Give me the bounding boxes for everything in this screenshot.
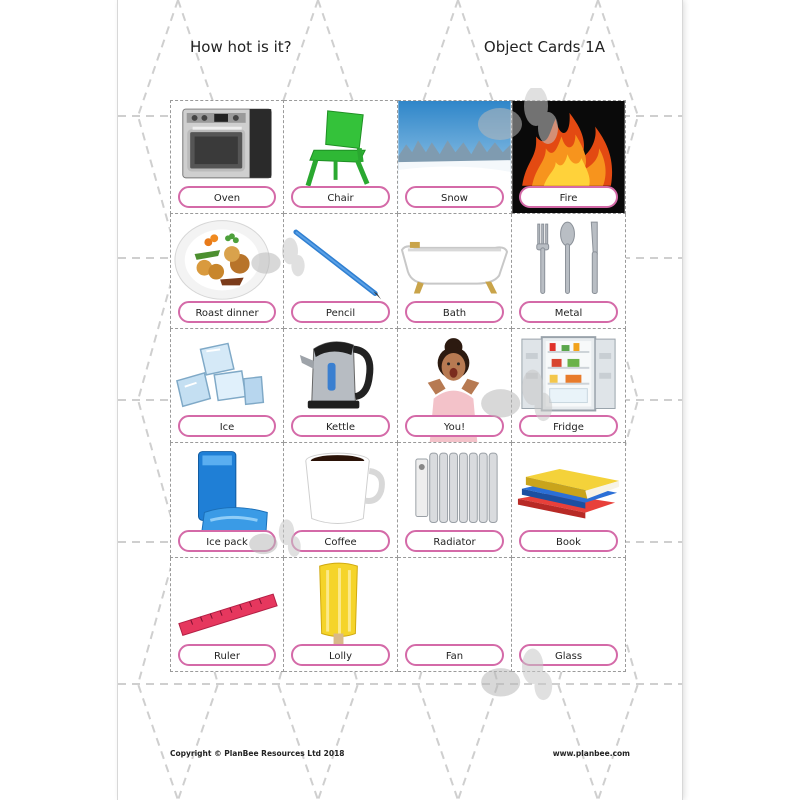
card-label: Snow — [405, 186, 504, 208]
card-metal — [512, 214, 626, 328]
card-book — [512, 443, 626, 557]
card-bath — [398, 214, 512, 328]
card-label: Oven — [178, 186, 276, 208]
bee-watermark-icon — [474, 368, 554, 428]
bee-watermark-icon — [244, 518, 302, 562]
card-label: Ice — [178, 415, 276, 437]
bee-watermark-icon — [474, 646, 554, 708]
card-label: Book — [519, 530, 618, 552]
card-label: Roast dinner — [178, 301, 276, 323]
card-radiator — [398, 443, 512, 557]
card-label: Kettle — [291, 415, 390, 437]
card-label: Glass — [519, 644, 618, 666]
card-kettle — [284, 329, 398, 443]
page-title: How hot is it? — [190, 38, 292, 56]
website-link[interactable]: www.planbee.com — [552, 749, 630, 758]
object-cards-grid — [170, 100, 626, 672]
card-label: Fan — [405, 644, 504, 666]
card-label: Ruler — [178, 644, 276, 666]
card-label: Lolly — [291, 644, 390, 666]
card-chair — [284, 100, 398, 214]
page-subtitle: Object Cards 1A — [483, 38, 605, 56]
card-lolly — [284, 558, 398, 672]
copyright-text: Copyright © PlanBee Resources Ltd 2018 — [170, 749, 345, 758]
card-ruler — [170, 558, 284, 672]
bee-watermark-icon — [470, 88, 560, 148]
card-label: Ice pack — [178, 530, 276, 552]
card-oven — [170, 100, 284, 214]
card-ice — [170, 329, 284, 443]
card-label: Coffee — [291, 530, 390, 552]
card-label: Chair — [291, 186, 390, 208]
card-label: Radiator — [405, 530, 504, 552]
worksheet-page — [118, 0, 682, 800]
card-label: Pencil — [291, 301, 390, 323]
card-label: You! — [405, 415, 504, 437]
card-label: Bath — [405, 301, 504, 323]
card-label: Fire — [519, 186, 618, 208]
card-label: Metal — [519, 301, 618, 323]
card-label: Fridge — [519, 415, 618, 437]
bee-watermark-icon — [246, 236, 306, 282]
